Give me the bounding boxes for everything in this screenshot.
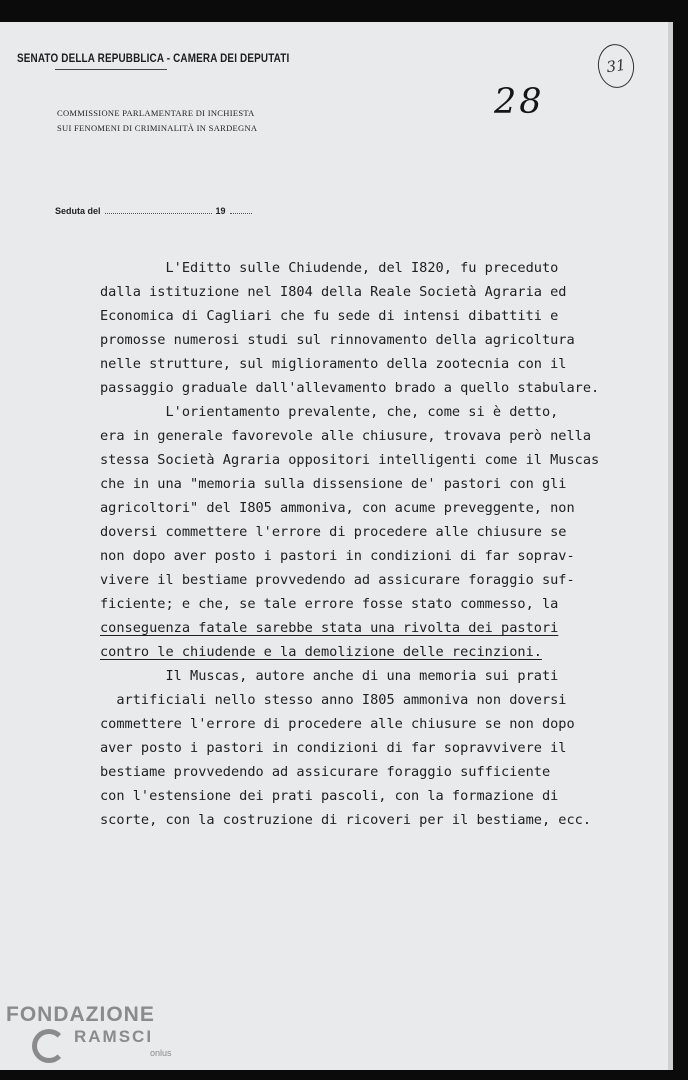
text-line: passaggio graduale dall'allevamento brado a quello stabulare. bbox=[100, 380, 600, 396]
commission-line-1: COMMISSIONE PARLAMENTARE DI INCHIESTA bbox=[57, 108, 255, 118]
text-line: aver posto i pastori in condizioni di far sopravvivere il bbox=[100, 740, 567, 756]
text-line: commettere l'errore di procedere alle chiusure se non dopo bbox=[100, 716, 575, 732]
underlined-text-line: contro le chiudende e la demolizione delle recinzioni. bbox=[100, 644, 542, 660]
seduta-date-blank bbox=[105, 213, 212, 214]
text-line: agricoltori" del I805 ammoniva, con acume preveggente, non bbox=[100, 500, 575, 516]
text-line: bestiame provvedendo ad assicurare foraggio sufficiente bbox=[100, 764, 551, 780]
text-line: L'orientamento prevalente, che, come si è detto, bbox=[100, 404, 559, 420]
institution-heading: SENATO DELLA REPUBBLICA - CAMERA DEI DEPUTATI bbox=[17, 53, 290, 65]
archive-folio-number: 31 bbox=[595, 42, 637, 91]
seduta-field bbox=[55, 206, 252, 216]
fondazione-gramsci-watermark bbox=[6, 1003, 172, 1058]
page-edge bbox=[668, 22, 673, 1070]
text-line: che in una "memoria sulla dissensione de' pastori con gli bbox=[100, 476, 567, 492]
text-line: vivere il bestiame provvedendo ad assicurare foraggio suf- bbox=[100, 572, 575, 588]
text-line: artificiali nello stesso anno I805 ammoniva non doversi bbox=[100, 692, 567, 708]
text-line: non dopo aver posto i pastori in condizioni di far soprav- bbox=[100, 548, 575, 564]
letterhead-rule bbox=[55, 69, 167, 70]
text-line: stessa Società Agraria oppositori intelligenti come il Muscas bbox=[100, 452, 600, 468]
text-line: nelle strutture, sul miglioramento della zootecnia con il bbox=[100, 356, 567, 372]
seduta-year-blank bbox=[230, 213, 252, 214]
text-line: Il Muscas, autore anche di una memoria sui prati bbox=[100, 668, 559, 684]
text-line: doversi commettere l'errore di procedere alle chiusure se bbox=[100, 524, 567, 540]
watermark-g-logo-icon bbox=[32, 1029, 66, 1063]
text-line: dalla istituzione nel I804 della Reale Società Agraria ed bbox=[100, 284, 567, 300]
watermark-line-1: FONDAZIONE bbox=[6, 1003, 155, 1026]
watermark-line-2: RAMSCI bbox=[74, 1027, 154, 1046]
text-line: promosse numerosi studi sul rinnovamento della agricoltura bbox=[100, 332, 575, 348]
page-number: 28 bbox=[494, 82, 545, 122]
seduta-year: 19 bbox=[215, 206, 226, 216]
text-line: era in generale favorevole alle chiusure, trovava però nella bbox=[100, 428, 592, 444]
text-line: scorte, con la costruzione di ricoveri per il bestiame, ecc. bbox=[100, 812, 592, 828]
text-line: ficiente; e che, se tale errore fosse stato commesso, la bbox=[100, 596, 559, 612]
underlined-text-line: conseguenza fatale sarebbe stata una rivolta dei pastori bbox=[100, 620, 559, 636]
commission-line-2: SUI FENOMENI DI CRIMINALITÀ IN SARDEGNA bbox=[57, 123, 258, 133]
letterhead bbox=[17, 53, 334, 65]
text-line: L'Editto sulle Chiudende, del I820, fu preceduto bbox=[100, 260, 559, 276]
seduta-label: Seduta del bbox=[55, 206, 101, 216]
text-line: Economica di Cagliari che fu sede di intensi dibattiti e bbox=[100, 308, 559, 324]
text-line: con l'estensione dei prati pascoli, con la formazione di bbox=[100, 788, 559, 804]
watermark-line-3: onlus bbox=[150, 1048, 172, 1058]
